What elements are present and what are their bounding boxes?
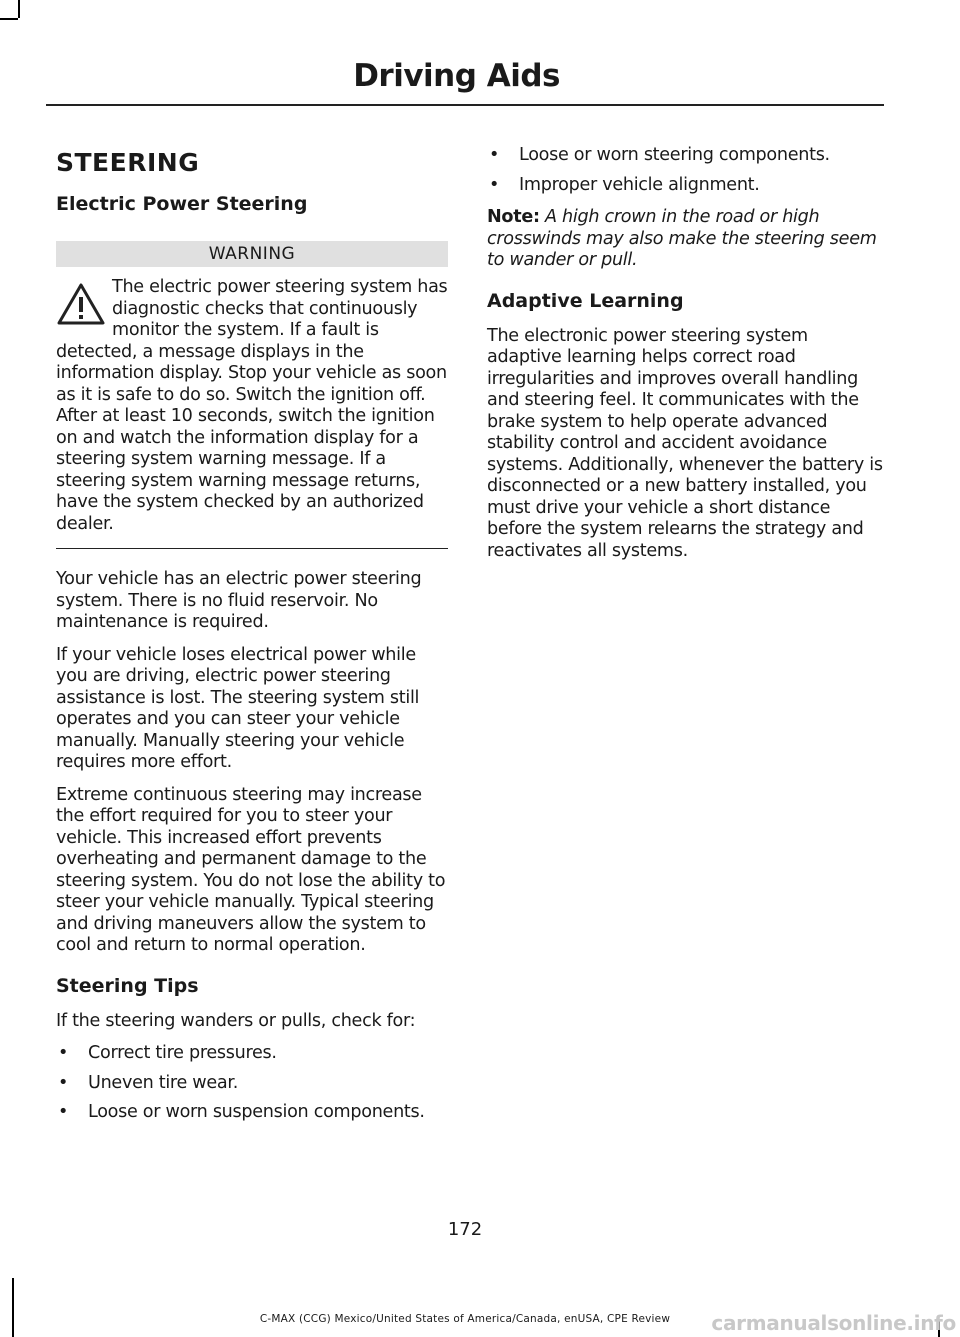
list-item: • Improper vehicle alignment. xyxy=(487,175,883,197)
warning-text: The electric power steering system has diagnostic checks that continuously monitor the system. If a fault is detected, a message displays in the information display. Stop your vehicle as soon as it is safe to do so. Switch the ignition off. After at least 10 seconds, switch the ignition on and watch the information display for a steering system warning message. If a steering system warning message returns, have the system checked by an authorized dealer. xyxy=(56,277,448,534)
list-item: • Correct tire pressures. xyxy=(56,1043,448,1065)
note xyxy=(487,207,883,272)
note-label: Note: xyxy=(487,207,540,227)
warning-triangle-icon xyxy=(56,281,106,327)
left-column xyxy=(56,140,448,1135)
adaptive-learning-text: The electronic power steering system adaptive learning helps correct road irregularities and improves overall handling and steering feel. It communicates with the brake system to help operate advanced stability control and accident avoidance systems. Additionally, whenever the battery is disconnected or a new battery installed, you must drive your vehicle a short distance before the system relearns the strategy and reactivates all systems. xyxy=(487,325,883,561)
right-column xyxy=(487,145,883,573)
warning-box xyxy=(56,241,448,549)
list-item: • Uneven tire wear. xyxy=(56,1073,448,1095)
footer-text: C-MAX (CCG) Mexico/United States of America/Canada, enUSA, CPE Review xyxy=(259,1313,671,1325)
steering-tips-intro: If the steering wanders or pulls, check for: xyxy=(56,1010,416,1031)
warning-body xyxy=(56,267,448,549)
subsection-title: Electric Power Steering xyxy=(56,193,308,215)
note-text: A high crown in the road or high crosswinds may also make the steering seem to wander or pull. xyxy=(487,207,877,270)
page-number: 172 xyxy=(447,1219,483,1240)
paragraph: Extreme continuous steering may increase the effort required for you to steer your vehicle. This increased effort prevents overheating and permanent damage to the steering system. You do not lose the ability to steer your vehicle manually. Typical steering and driving maneuvers allow the system to cool and return to normal operation. xyxy=(56,784,446,955)
crop-mark xyxy=(18,0,20,18)
paragraph: Your vehicle has an electric power steering system. There is no fluid reservoir. No maintenance is required. xyxy=(56,569,422,632)
header-divider xyxy=(46,104,884,106)
warning-label: WARNING xyxy=(56,241,448,267)
section-title: STEERING xyxy=(56,148,200,177)
crop-mark xyxy=(0,18,18,20)
page-header-title: Driving Aids xyxy=(353,58,560,94)
steering-tips-list-continued xyxy=(487,145,883,196)
list-item: • Loose or worn suspension components. xyxy=(56,1102,448,1124)
watermark: carmanualsonline.info xyxy=(711,1311,956,1335)
steering-tips-title: Steering Tips xyxy=(56,974,199,997)
list-item: • Loose or worn steering components. xyxy=(487,145,883,167)
steering-tips-list xyxy=(56,1043,448,1124)
paragraph: If your vehicle loses electrical power while you are driving, electric power steering assistance is lost. The steering system still operates and you can steer your vehicle manually. Manually steering your vehicle requires more effort. xyxy=(56,644,420,772)
crop-mark xyxy=(12,1278,14,1337)
adaptive-learning-title: Adaptive Learning xyxy=(487,289,684,312)
